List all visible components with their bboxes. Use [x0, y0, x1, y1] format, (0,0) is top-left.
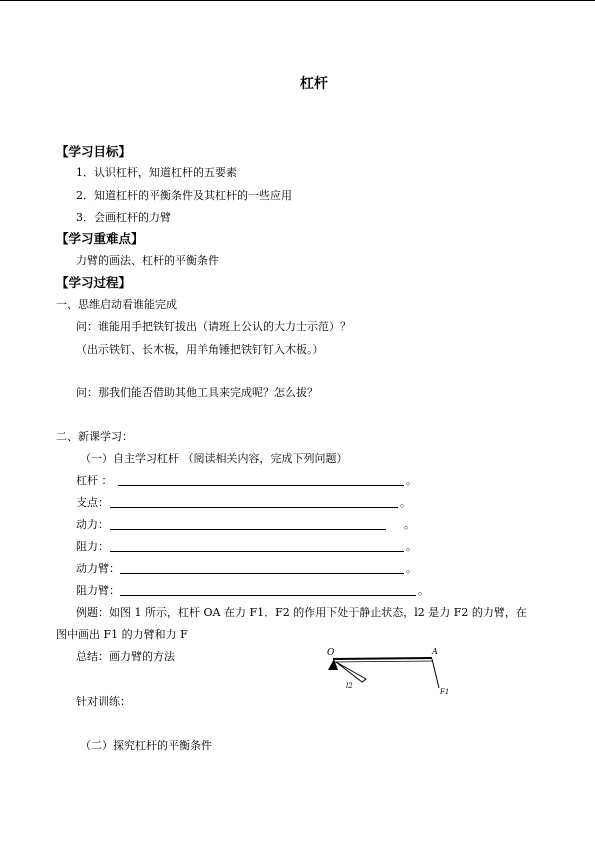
- blank-period: 。: [406, 540, 417, 553]
- pivot-triangle: [328, 659, 338, 670]
- blank-label-resistance: 阻力：: [76, 540, 109, 553]
- goals-heading: 【学习目标】: [56, 144, 132, 159]
- blank-line-lever[interactable]: [118, 485, 404, 486]
- blank-period: 。: [406, 474, 417, 487]
- blank-line-resistance-arm[interactable]: [120, 595, 416, 596]
- figure-label-f1: F1: [440, 688, 450, 696]
- summary: 总结：画力臂的方法: [76, 650, 175, 663]
- part1-title: 一、思维启动看谁能完成: [56, 298, 177, 311]
- example-line-1: 例题：如图 1 所示，杠杆 OA 在力 F1．F2 的作用下处于静止状态，l2 是力 F2 的力臂，在: [76, 606, 527, 619]
- figure-label-a: A: [432, 647, 438, 656]
- training: 针对训练：: [76, 695, 131, 708]
- blank-label-lever: 杠杆 ：: [76, 474, 113, 487]
- question-1-note: （出示铁钉、长木板，用羊角锤把铁钉钉入木板。）: [76, 343, 324, 356]
- lever-figure: [326, 644, 456, 700]
- process-heading: 【学习过程】: [56, 275, 132, 290]
- key-points-text: 力臂的画法、杠杆的平衡条件: [76, 254, 219, 267]
- goal-item: 1．认识杠杆，知道杠杆的五要素: [76, 166, 237, 179]
- part2-title: 二、新课学习：: [56, 430, 133, 443]
- blank-period: 。: [400, 496, 411, 509]
- arm-l2-arrow: [336, 662, 366, 682]
- example-line-2: 图中画出 F1 的力臂和力 F: [56, 628, 188, 641]
- blank-label-effort: 动力：: [76, 518, 109, 531]
- page-title: 杠杆: [300, 76, 328, 92]
- key-points-heading: 【学习重难点】: [56, 231, 144, 246]
- blank-line-fulcrum[interactable]: [110, 507, 398, 508]
- sub1-title: （一）自主学习杠杆 （阅读相关内容，完成下列问题）: [80, 452, 348, 465]
- blank-label-resistance-arm: 阻力臂：: [76, 584, 120, 597]
- blank-period: 。: [406, 562, 417, 575]
- blank-period: 。: [404, 518, 415, 531]
- goal-item: 2．知道杠杆的平衡条件及其杠杆的一些应用: [76, 189, 292, 202]
- blank-label-effort-arm: 动力臂：: [76, 562, 120, 575]
- force-f1-line: [432, 659, 439, 688]
- figure-label-l2: l2: [346, 682, 353, 690]
- sub2-title: （二）探究杠杆的平衡条件: [80, 739, 212, 752]
- lever-bar-edge: [334, 661, 432, 662]
- figure-label-o: O: [327, 648, 335, 658]
- goal-item: 3．会画杠杆的力臂: [76, 211, 171, 224]
- blank-line-resistance[interactable]: [110, 551, 404, 552]
- question-2: 问：那我们能否借助其他工具来完成呢？怎么拔？: [76, 386, 318, 399]
- blank-period: 。: [418, 584, 429, 597]
- blank-line-effort-arm[interactable]: [120, 573, 404, 574]
- lever-bar: [333, 658, 432, 659]
- blank-line-effort[interactable]: [110, 529, 386, 530]
- page-top-rule: [0, 0, 595, 1]
- question-1: 问：谁能用手把铁钉拔出（请班上公认的大力士示范）？: [76, 320, 351, 333]
- blank-label-fulcrum: 支点：: [76, 496, 109, 509]
